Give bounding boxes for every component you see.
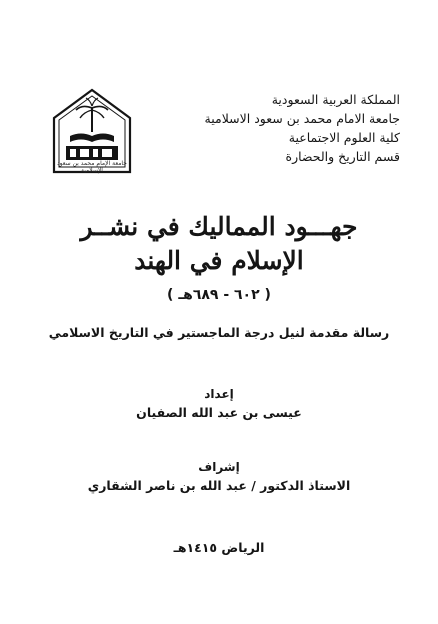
institution-department: قسم التاريخ والحضارة (285, 149, 400, 164)
thesis-purpose: رسالة مقدمة لنيل درجة الماجستير في التاريخ الاسلامي (48, 325, 390, 340)
thesis-title-line-2: الإسلام في الهند (134, 246, 304, 275)
place-year (0, 538, 438, 558)
institution-country: المملكة العربية السعودية (271, 92, 400, 107)
author-name: عيسى بن عبد الله الصفيان (136, 405, 302, 420)
supervisor-name: الاستاذ الدكتور / عبد الله بن ناصر الشقاري (87, 478, 351, 493)
place-year-text: الرياض ١٤١٥هـ (173, 540, 265, 555)
thesis-title-line-1: جهـــود المماليك في نشــر (80, 212, 358, 241)
supervision-label: إشراف (198, 460, 240, 474)
thesis-title (0, 210, 438, 278)
supervision-section (0, 458, 438, 496)
institution-header (180, 90, 400, 166)
institution-college: كلية العلوم الاجتماعية (288, 130, 400, 145)
institution-university: جامعة الامام محمد بن سعود الاسلامية (204, 111, 400, 126)
university-emblem-icon (50, 86, 134, 178)
preparation-section (0, 385, 438, 423)
preparation-label: إعداد (204, 387, 234, 401)
emblem-caption: جامعة الإمام محمد بن سعود الإسلامية (57, 160, 127, 174)
thesis-dates: ( ٦٠٢ - ٦٨٩هـ ) (167, 287, 271, 303)
